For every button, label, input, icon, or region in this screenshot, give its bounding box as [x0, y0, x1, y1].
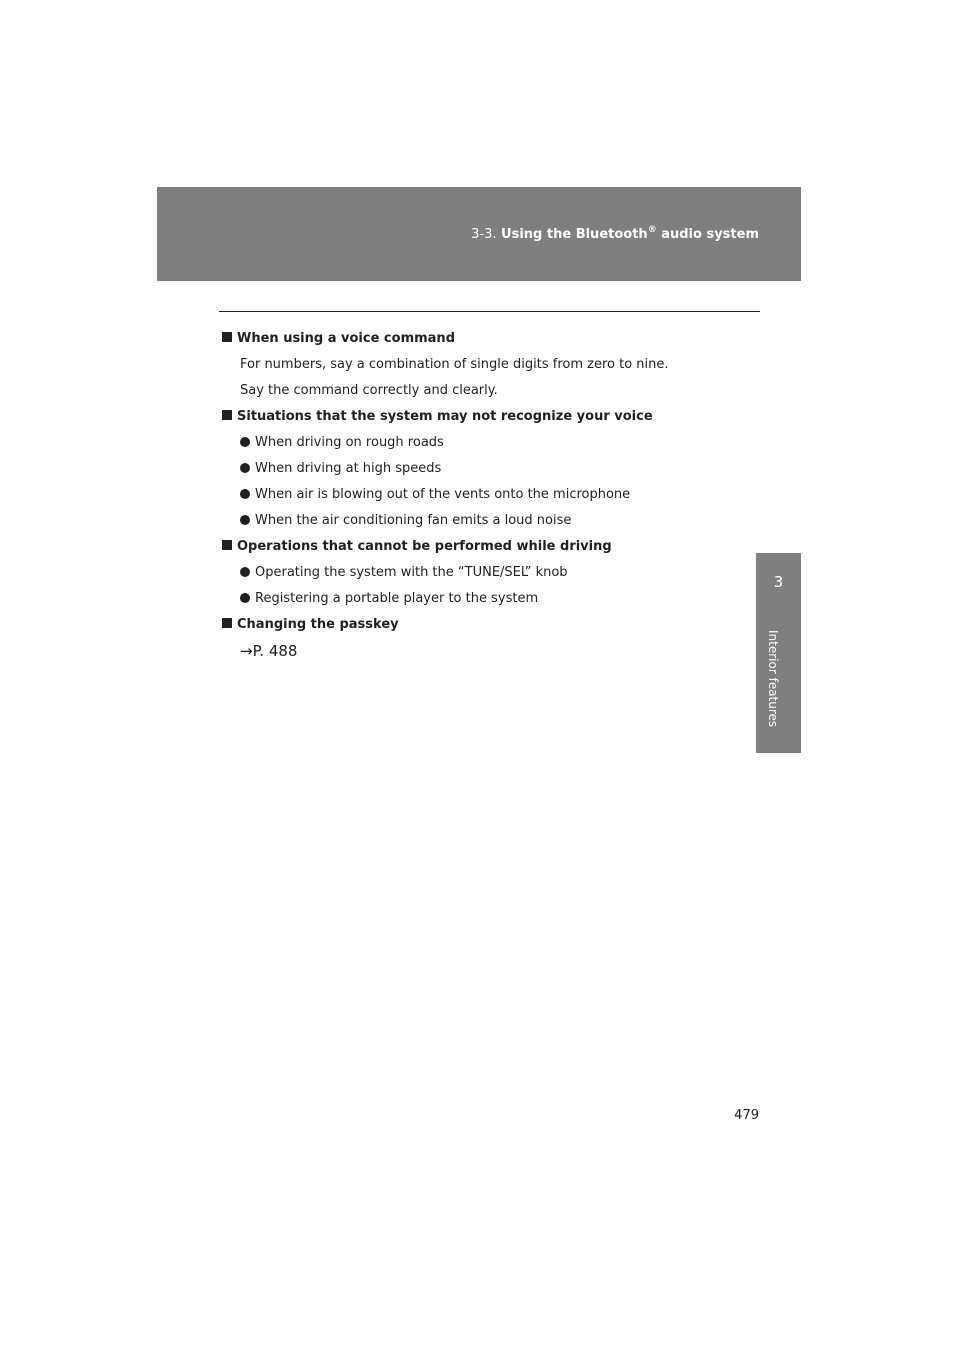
page-reference-link[interactable]: →P. 488	[240, 642, 298, 660]
heading-text: Changing the passkey	[237, 617, 399, 632]
list-item-text: When driving at high speeds	[255, 461, 442, 476]
page-number: 479	[734, 1108, 759, 1123]
heading-text: Situations that the system may not recognize your voice	[237, 409, 653, 424]
section-number: 3-3.	[471, 227, 497, 242]
heading-text: When using a voice command	[237, 331, 455, 346]
page-content	[222, 329, 762, 667]
heading-voice-command	[222, 329, 762, 355]
heading-passkey	[222, 615, 762, 641]
round-bullet-icon	[240, 567, 250, 577]
square-bullet-icon	[222, 332, 232, 342]
registered-mark: ®	[647, 225, 657, 235]
round-bullet-icon	[240, 489, 250, 499]
list-item	[222, 459, 762, 485]
list-item-text: When air is blowing out of the vents onto the microphone	[255, 487, 631, 502]
round-bullet-icon	[240, 437, 250, 447]
chapter-label: Interior features	[766, 630, 780, 728]
heading-not-recognize	[222, 407, 762, 433]
list-item-text: When driving on rough roads	[255, 435, 444, 450]
list-item-text: Registering a portable player to the system	[255, 591, 539, 606]
list-item	[222, 485, 762, 511]
header-band	[157, 187, 801, 281]
round-bullet-icon	[240, 515, 250, 525]
round-bullet-icon	[240, 593, 250, 603]
top-rule	[219, 311, 760, 312]
square-bullet-icon	[222, 540, 232, 550]
round-bullet-icon	[240, 463, 250, 473]
list-item	[222, 433, 762, 459]
paragraph-line: Say the command correctly and clearly.	[240, 383, 498, 398]
section-title-text: Using the Bluetooth	[501, 227, 648, 242]
list-item	[222, 511, 762, 537]
list-item	[222, 589, 762, 615]
paragraph-line: For numbers, say a combination of single digits from zero to nine.	[240, 357, 669, 372]
chapter-number: 3	[773, 573, 784, 591]
square-bullet-icon	[222, 618, 232, 628]
section-title-suffix: audio system	[661, 227, 759, 242]
square-bullet-icon	[222, 410, 232, 420]
heading-while-driving	[222, 537, 762, 563]
list-item-text: Operating the system with the “TUNE/SEL” knob	[255, 565, 568, 580]
heading-text: Operations that cannot be performed while driving	[237, 539, 612, 554]
list-item-text: When the air conditioning fan emits a loud noise	[255, 513, 572, 528]
section-title	[471, 225, 759, 242]
list-item	[222, 563, 762, 589]
